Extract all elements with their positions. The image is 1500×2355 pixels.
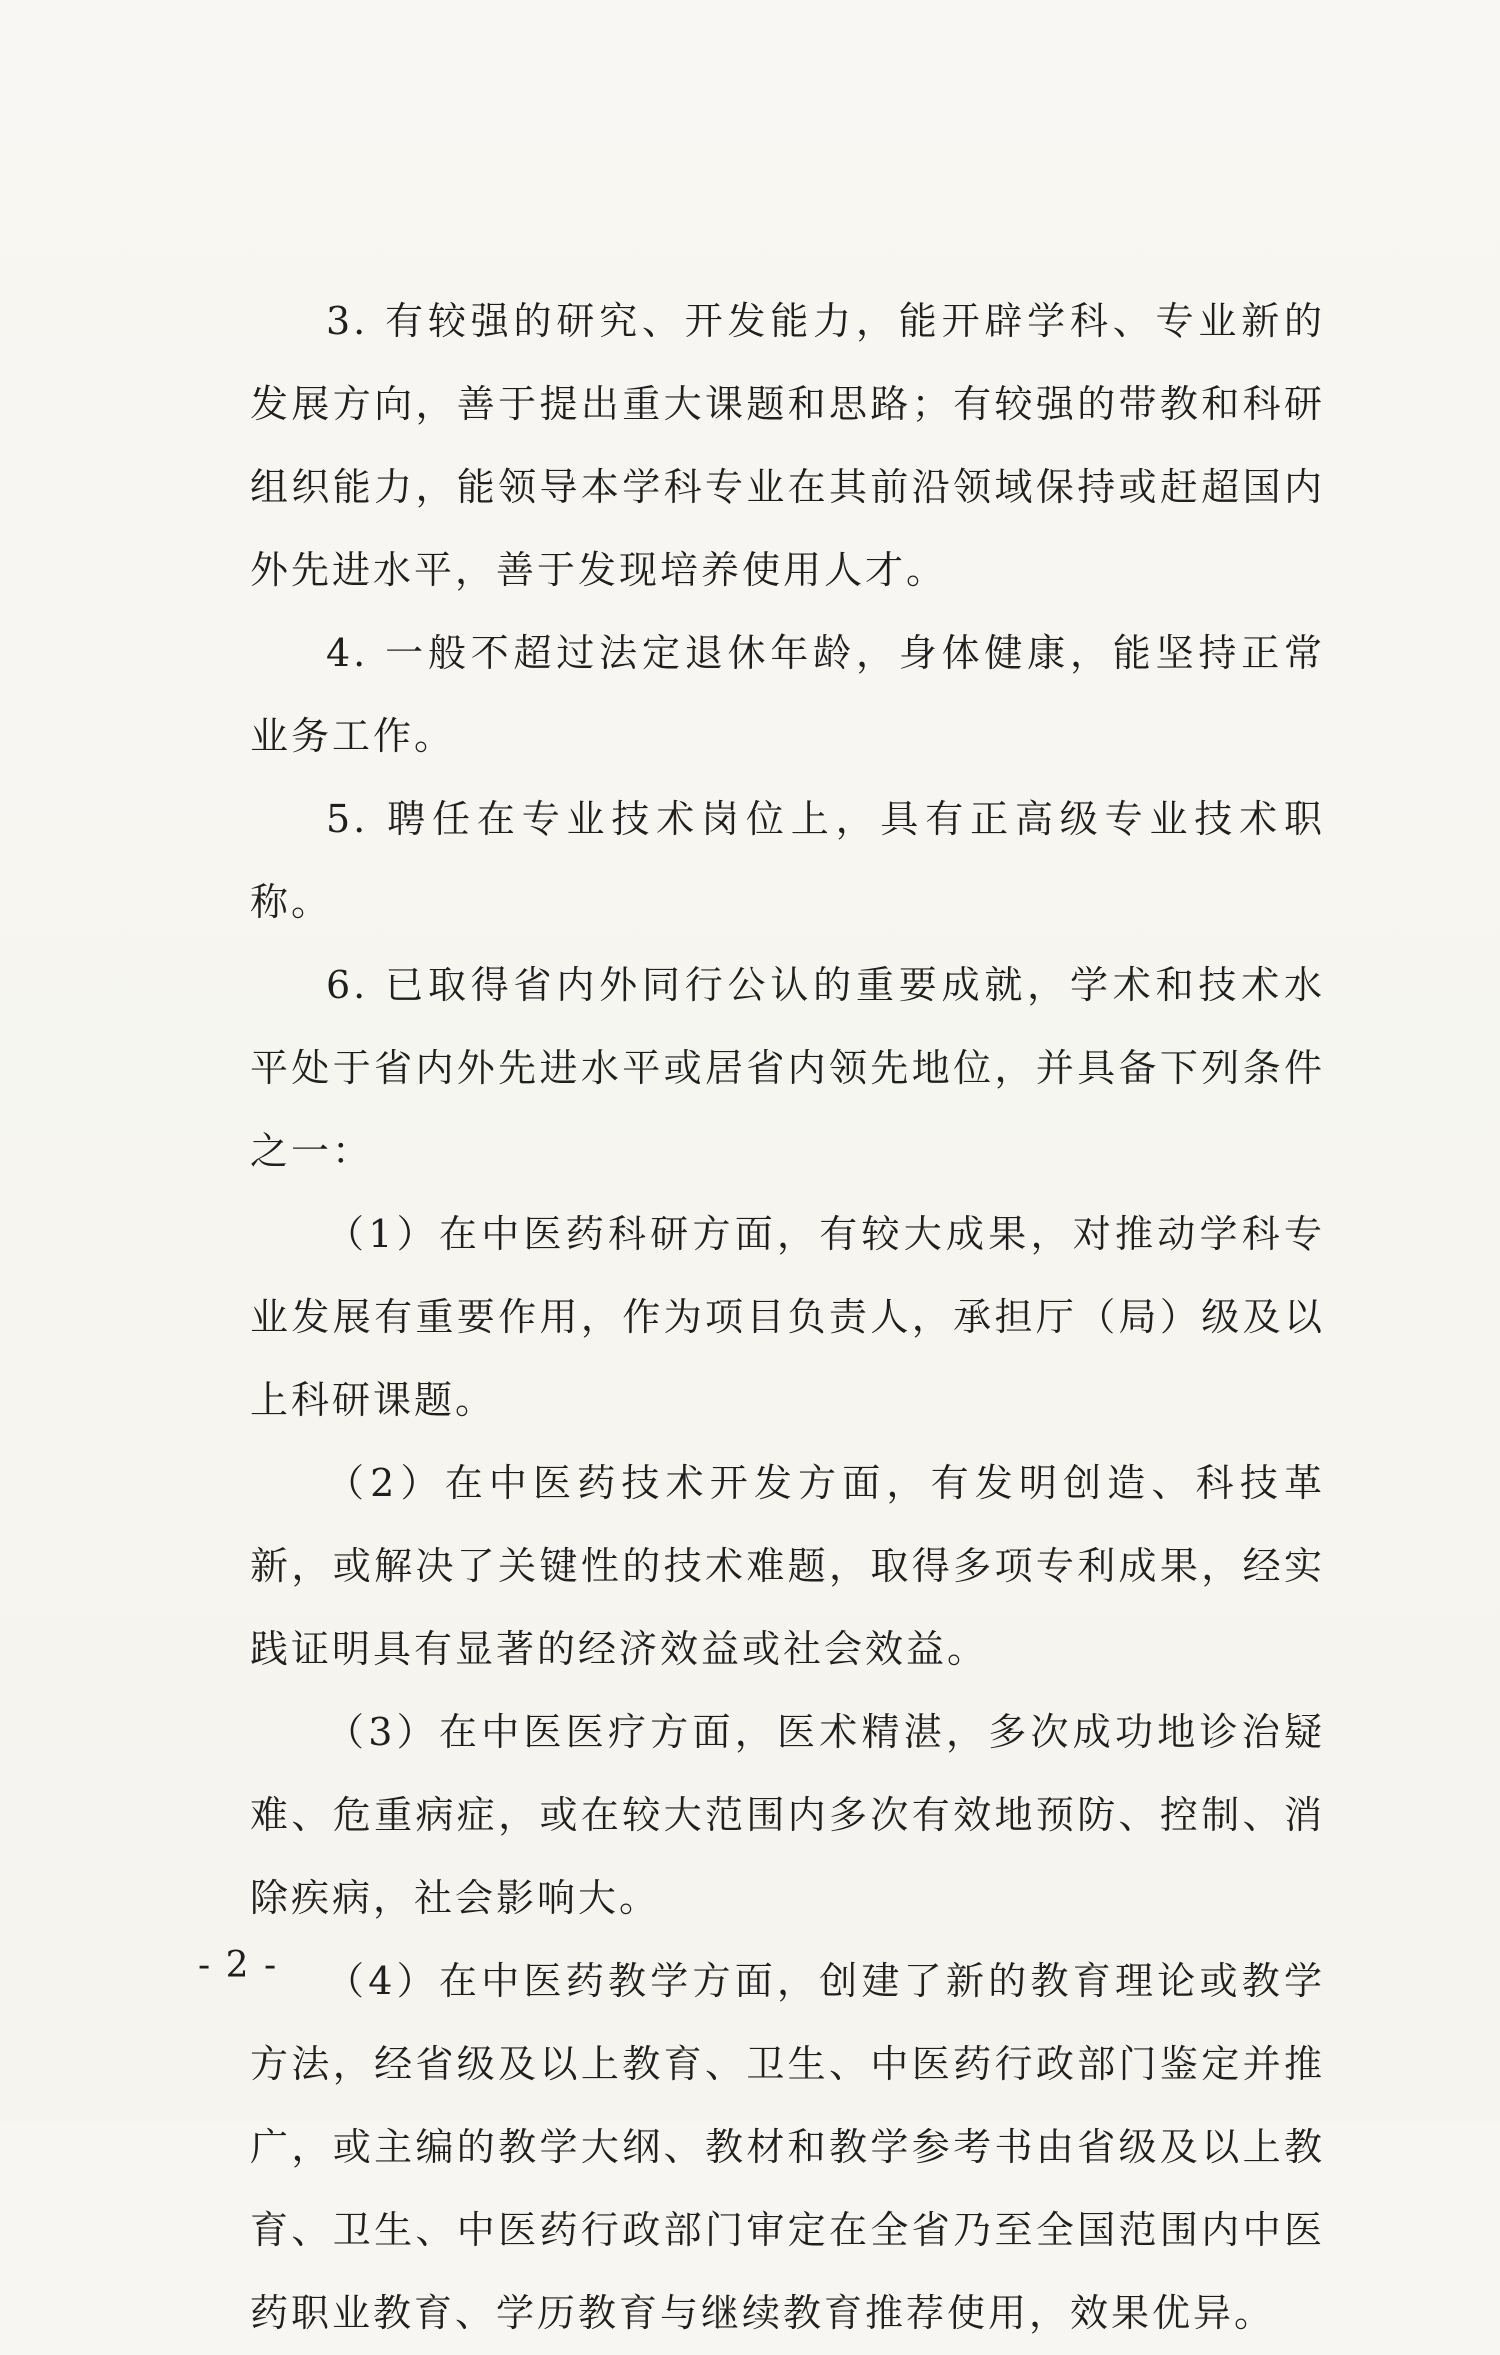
paragraph-criterion-5: 5. 聘任在专业技术岗位上，具有正高级专业技术职称。 [250,797,1325,924]
paragraph-condition-4: （4）在中医药教学方面，创建了新的教育理论或教学方法，经省级及以上教育、卫生、中医药行政部门鉴定并推广，或主编的教学大纲、教材和教学参考书由省级及以上教育、卫生、中医药行政部门审定在全省乃至全国范围内中医药职业教育、学历教育与继续教育推荐使用，效果优异。 [250,1959,1325,2335]
paragraph-condition-3: （3）在中医医疗方面，医术精湛，多次成功地诊治疑难、危重病症，或在较大范围内多次有效地预防、控制、消除疾病，社会影响大。 [250,1710,1325,1920]
paragraph-condition-1: （1）在中医药科研方面，有较大成果，对推动学科专业发展有重要作用，作为项目负责人，承担厅（局）级及以上科研课题。 [250,1212,1325,1422]
page-number: - 2 - [198,1945,279,1986]
paragraph-criterion-6: 6. 已取得省内外同行公认的重要成就，学术和技术水平处于省内外先进水平或居省内领先地位，并具备下列条件之一： [250,963,1325,1173]
paragraph-condition-2: （2）在中医药技术开发方面，有发明创造、科技革新，或解决了关键性的技术难题，取得多项专利成果，经实践证明具有显著的经济效益或社会效益。 [250,1461,1325,1671]
paragraph-criterion-3: 3. 有较强的研究、开发能力，能开辟学科、专业新的发展方向，善于提出重大课题和思路；有较强的带教和科研组织能力，能领导本学科专业在其前沿领域保持或赶超国内外先进水平，善于发现培养使用人才。 [250,299,1325,592]
document-body [250,280,1325,2355]
paragraph-criterion-4: 4. 一般不超过法定退休年龄，身体健康，能坚持正常业务工作。 [250,631,1325,758]
